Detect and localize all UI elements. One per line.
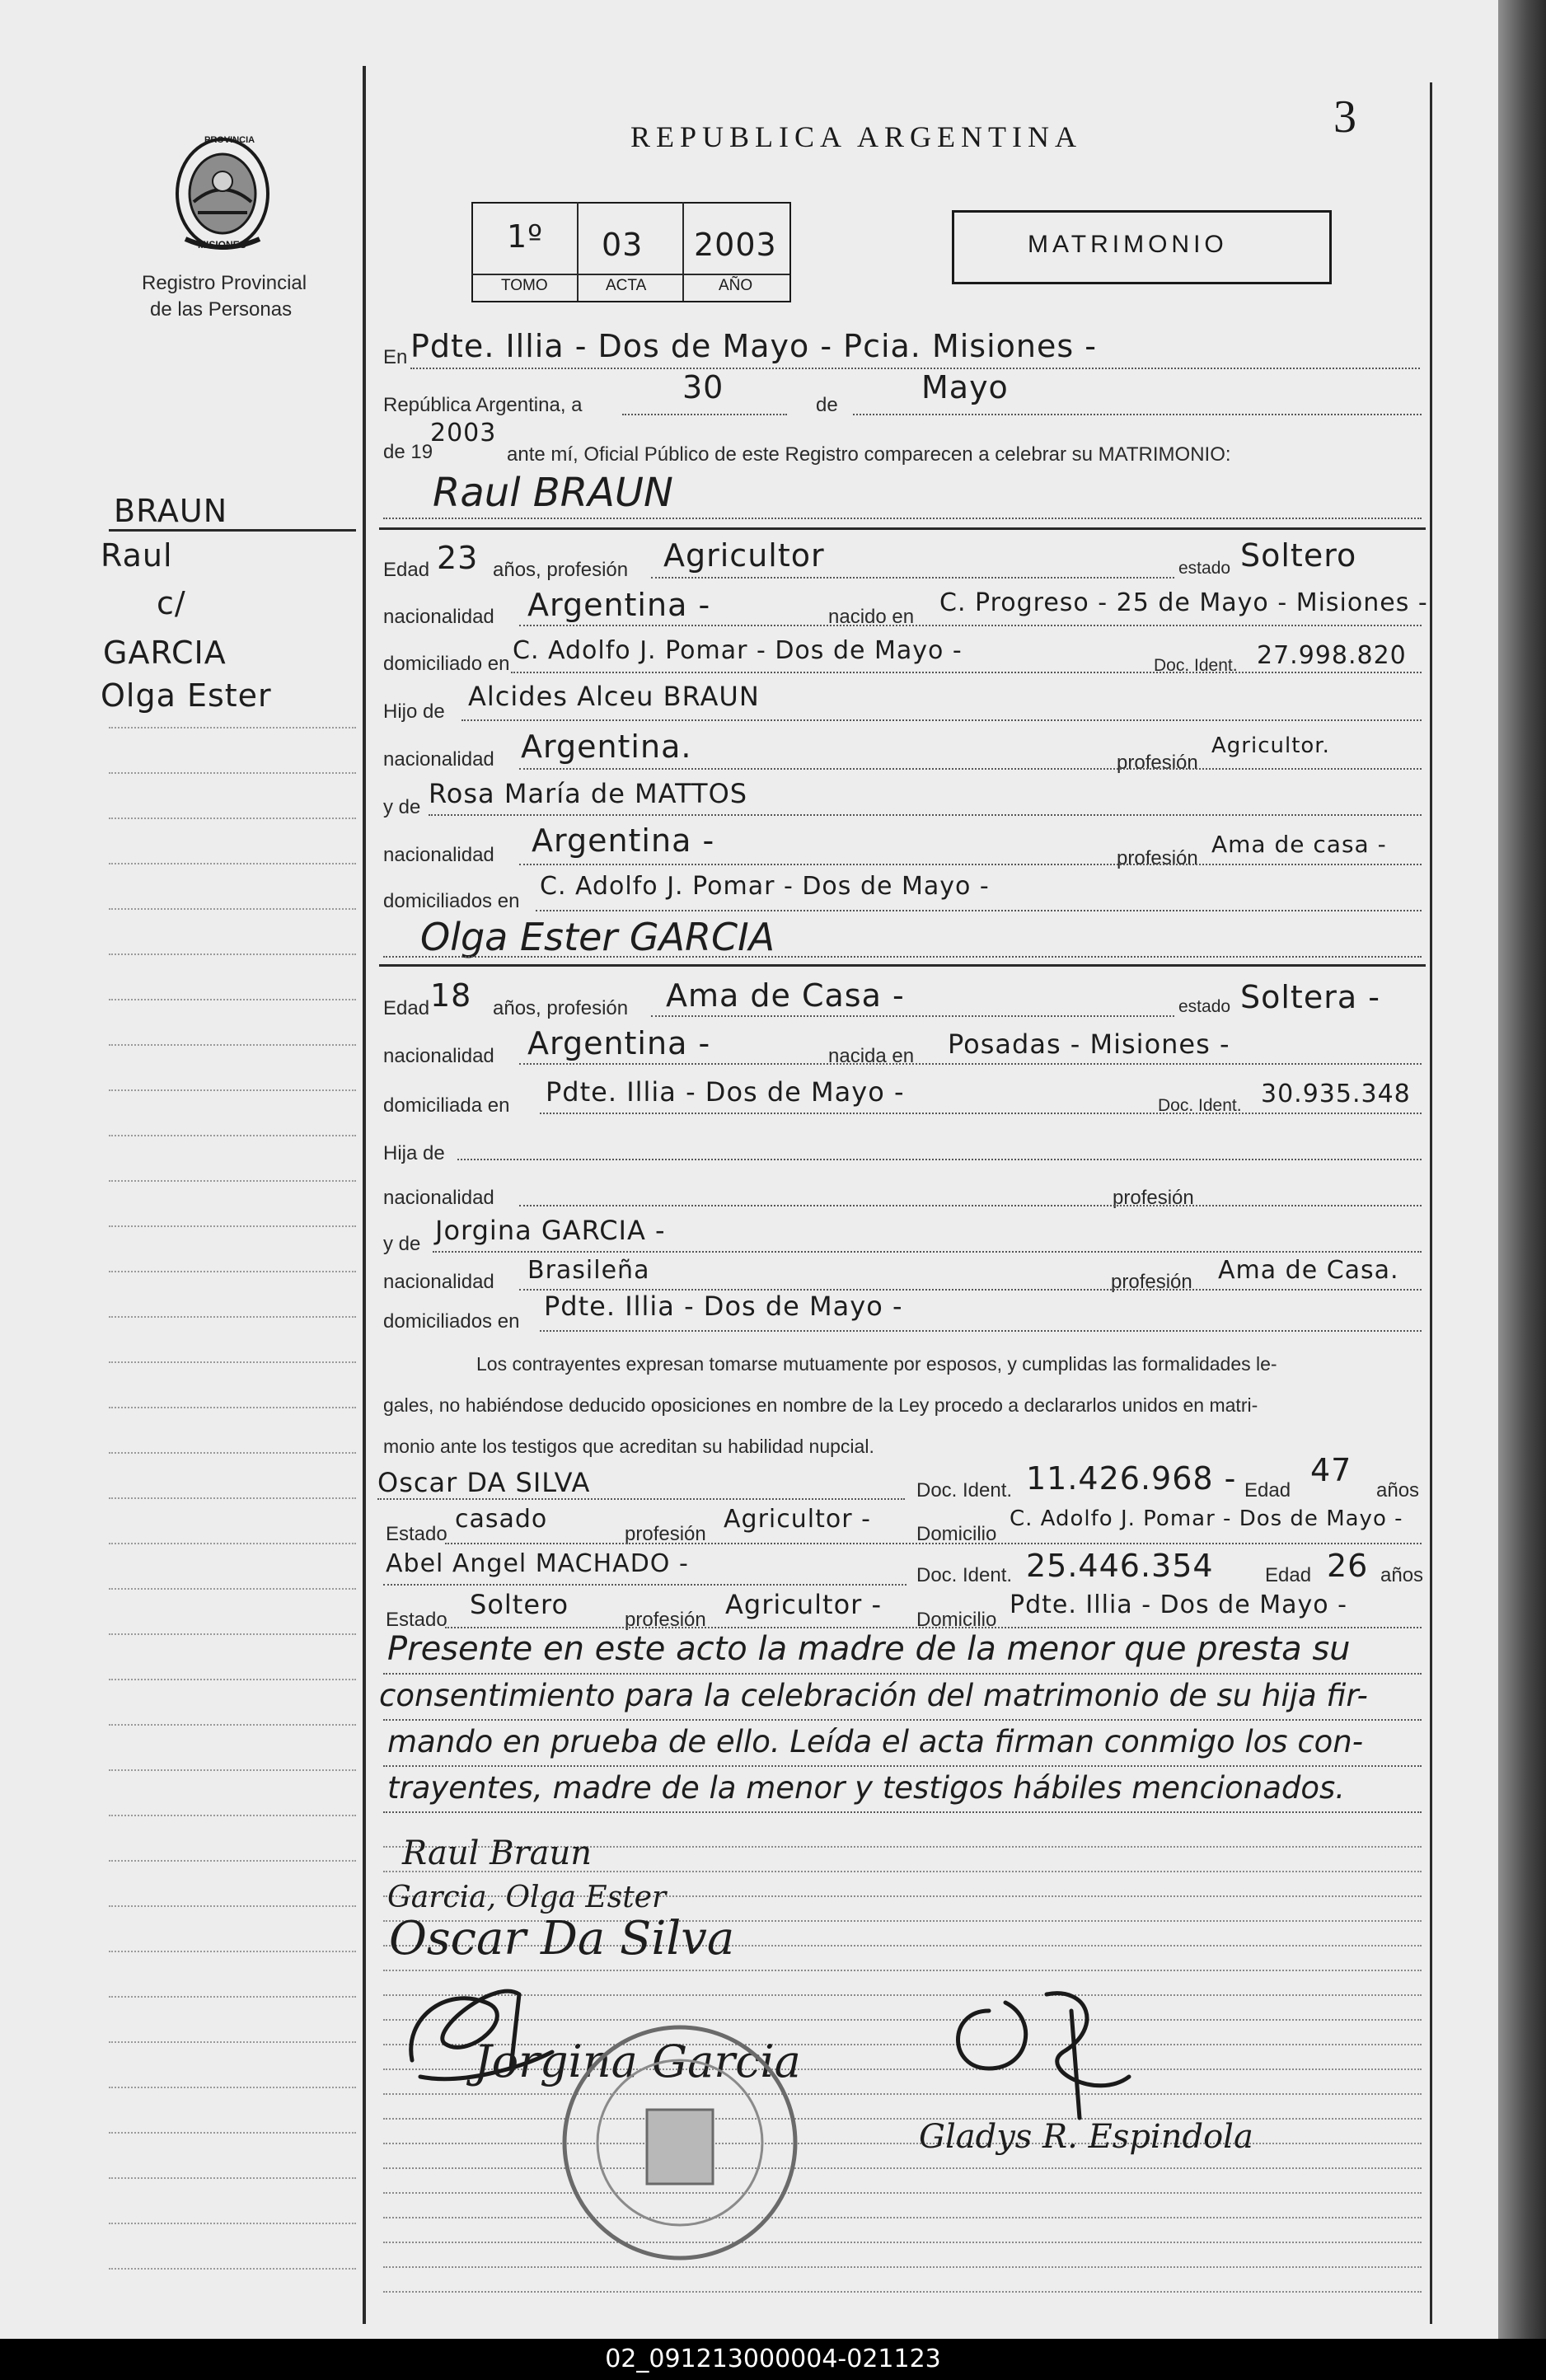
witness-2-name: Abel Angel MACHADO - xyxy=(386,1549,689,1578)
observation-line-1: Presente en este acto la madre de la menor que presta su xyxy=(387,1630,1351,1668)
groom-anos-label: años, profesión xyxy=(493,559,629,581)
groom-parents-domicile-line xyxy=(536,910,1422,911)
witness-1-anos-label: años xyxy=(1376,1479,1420,1502)
groom-domiciliado-label: domiciliado en xyxy=(383,653,510,675)
signature-oscar-da-silva: Oscar Da Silva xyxy=(389,1912,735,1965)
republica-label: República Argentina, a xyxy=(383,394,583,416)
groom-nacionalidad-label: nacionalidad xyxy=(383,606,494,628)
witness-1-profesion-label: profesión xyxy=(625,1523,706,1545)
groom-doc-label: Doc. Ident. xyxy=(1154,656,1238,675)
witness-2-name-line xyxy=(383,1584,907,1586)
groom-name-line xyxy=(383,518,1422,519)
ceremony-place: Pdte. Illia - Dos de Mayo - Pcia. Misiones - xyxy=(410,328,1097,364)
margin-ruled-line xyxy=(109,1951,356,1952)
registry-box-label-rule xyxy=(471,274,789,275)
margin-ruled-line xyxy=(109,1497,356,1499)
file-id-bar xyxy=(0,2339,1546,2380)
signature-scribble-right xyxy=(939,1978,1154,2126)
ceremony-place-line xyxy=(410,368,1420,369)
bride-father-nat-line xyxy=(519,1205,1422,1206)
groom-nationality: Argentina - xyxy=(527,587,711,623)
signature-jorgina-garcia: Jorgina Garcia xyxy=(474,2036,801,2087)
groom-age: 23 xyxy=(437,540,479,576)
witness-2-domicile: Pdte. Illia - Dos de Mayo - xyxy=(1010,1591,1347,1619)
ceremony-day: 30 xyxy=(682,369,724,405)
registry-line-1: Registro Provincial xyxy=(142,272,307,294)
bride-mother-line xyxy=(433,1251,1422,1253)
bride-birthplace: Posadas - Misiones - xyxy=(948,1028,1230,1060)
witness-1-detail-line xyxy=(445,1543,1422,1544)
bride-domiciliada-label: domiciliada en xyxy=(383,1094,510,1117)
observation-line-3: mando en prueba de ello. Leída el acta firman conmigo los con- xyxy=(387,1724,1364,1759)
bride-mother-nationality: Brasileña xyxy=(527,1256,650,1285)
margin-ruled-line xyxy=(109,1724,356,1726)
ceremony-month: Mayo xyxy=(921,369,1009,405)
bride-nationality-line xyxy=(519,1063,1422,1065)
margin-ruled-line xyxy=(109,1679,356,1680)
bride-name-line xyxy=(383,956,1422,958)
bride-estado-label: estado xyxy=(1178,997,1231,1016)
groom-y-de-label: y de xyxy=(383,796,421,818)
groom-father: Alcides Alceu BRAUN xyxy=(468,681,760,712)
bride-profession-line xyxy=(651,1015,1174,1017)
observation-line-3-rule xyxy=(383,1765,1422,1767)
margin-name-rule xyxy=(109,529,356,532)
groom-mother-prof-label: profesión xyxy=(1117,847,1198,869)
bride-anos-label: años, profesión xyxy=(493,997,629,1019)
margin-ruled-line xyxy=(109,1543,356,1544)
margin-ruled-line xyxy=(109,2132,356,2134)
witness-1-profession: Agricultor - xyxy=(724,1505,871,1534)
bride-doc: 30.935.348 xyxy=(1261,1080,1411,1108)
groom-domiciliados-label: domiciliados en xyxy=(383,890,520,912)
witness-2-profession: Agricultor - xyxy=(725,1589,883,1620)
margin-connector: c/ xyxy=(157,585,186,621)
page-number: 3 xyxy=(1333,91,1356,143)
bride-domicile-line xyxy=(540,1113,1422,1114)
signature-ruled-line xyxy=(383,2093,1422,2095)
bride-domicile: Pdte. Illia - Dos de Mayo - xyxy=(546,1076,905,1108)
margin-ruled-line xyxy=(109,727,356,729)
margin-ruled-line xyxy=(109,953,356,955)
margin-ruled-line xyxy=(109,2177,356,2179)
ceremony-year: 2003 xyxy=(430,419,497,447)
margin-ruled-line xyxy=(109,1407,356,1408)
bride-mother-profession: Ama de Casa. xyxy=(1218,1256,1399,1285)
ceremony-day-line xyxy=(622,414,787,415)
tomo-label: TOMO xyxy=(501,277,548,294)
bride-y-de-label: y de xyxy=(383,1233,421,1255)
bride-nacionalidad-label: nacionalidad xyxy=(383,1045,494,1067)
ano-label: AÑO xyxy=(719,277,753,294)
declaration-line-3: monio ante los testigos que acreditan su habilidad nupcial. xyxy=(383,1436,874,1457)
signature-ruled-line xyxy=(383,2217,1422,2218)
witness-2-detail-line xyxy=(445,1627,1422,1628)
witness-2-estado: Soltero xyxy=(470,1589,569,1620)
witness-1-name: Oscar DA SILVA xyxy=(377,1467,591,1498)
margin-ruled-line xyxy=(109,1452,356,1454)
bride-estado: Soltera - xyxy=(1240,979,1380,1015)
de-19-label: de 19 xyxy=(383,441,433,463)
observation-line-1-rule xyxy=(383,1673,1422,1675)
groom-father-nat-label: nacionalidad xyxy=(383,748,494,771)
groom-father-line xyxy=(461,719,1422,721)
margin-ruled-line xyxy=(109,1996,356,1998)
witness-2-profesion-label: profesión xyxy=(625,1609,706,1631)
groom-mother: Rosa María de MATTOS xyxy=(429,778,748,809)
bride-name: Olga Ester GARCIA xyxy=(420,915,775,959)
groom-profession: Agricultor xyxy=(663,537,825,574)
margin-ruled-line xyxy=(109,2223,356,2224)
signature-ruled-line xyxy=(383,2266,1422,2268)
bride-parents-domicile: Pdte. Illia - Dos de Mayo - xyxy=(544,1291,903,1322)
witness-1-domicile: C. Adolfo J. Pomar - Dos de Mayo - xyxy=(1010,1506,1403,1531)
margin-ruled-line xyxy=(109,2087,356,2088)
groom-father-profession: Agricultor. xyxy=(1211,733,1330,758)
bride-father-prof-label: profesión xyxy=(1113,1187,1194,1209)
signature-ruled-line xyxy=(383,2242,1422,2243)
groom-parents-domicile: C. Adolfo J. Pomar - Dos de Mayo - xyxy=(540,872,990,901)
groom-mother-line xyxy=(429,814,1422,816)
groom-domicile-line xyxy=(511,672,1422,673)
margin-ruled-line xyxy=(109,1361,356,1363)
margin-ruled-line xyxy=(109,1860,356,1862)
signature-olga-garcia: Garcia, Olga Ester xyxy=(387,1881,667,1914)
margin-surname-2: GARCIA xyxy=(103,635,227,671)
groom-estado: Soltero xyxy=(1240,537,1357,574)
margin-ruled-line xyxy=(109,1089,356,1091)
bride-parents-domicile-line xyxy=(540,1330,1422,1332)
margin-ruled-line xyxy=(109,1316,356,1318)
witness-2-edad-label: Edad xyxy=(1265,1564,1312,1586)
groom-mother-nationality: Argentina - xyxy=(532,822,715,859)
bride-father-line xyxy=(457,1159,1422,1160)
country-title: REPUBLICA ARGENTINA xyxy=(630,120,1083,153)
witness-2-domicilio-label: Domicilio xyxy=(916,1609,997,1631)
witness-2-estado-label: Estado xyxy=(386,1609,447,1631)
margin-surname: BRAUN xyxy=(114,493,228,529)
observation-line-4-rule xyxy=(383,1811,1422,1813)
file-id: 02_091213000004-021123 xyxy=(605,2345,941,2373)
signature-ruled-line xyxy=(383,2291,1422,2293)
bride-mother: Jorgina GARCIA - xyxy=(435,1215,666,1246)
witness-1-doc-label: Doc. Ident. xyxy=(916,1479,1013,1502)
acta-value: 03 xyxy=(602,227,644,263)
margin-ruled-line xyxy=(109,908,356,910)
bride-age: 18 xyxy=(430,977,472,1014)
bride-domiciliados-label: domiciliados en xyxy=(383,1310,520,1333)
de-label: de xyxy=(816,394,838,416)
groom-estado-label: estado xyxy=(1178,559,1231,578)
groom-hijo-label: Hijo de xyxy=(383,700,445,723)
signature-ruled-line xyxy=(383,2118,1422,2120)
margin-name: Raul xyxy=(101,537,173,574)
en-label: En xyxy=(383,346,408,368)
acta-label: ACTA xyxy=(606,277,647,294)
margin-ruled-line xyxy=(109,1225,356,1227)
registry-box-divider-2 xyxy=(682,202,684,301)
groom-doc: 27.998.820 xyxy=(1257,641,1407,670)
margin-ruled-line xyxy=(109,772,356,774)
groom-father-nationality: Argentina. xyxy=(521,729,692,765)
groom-father-prof-label: profesión xyxy=(1117,752,1198,774)
official-stamp xyxy=(548,2011,812,2275)
signature-ruled-line xyxy=(383,2143,1422,2144)
margin-ruled-line xyxy=(109,1180,356,1182)
signature-gladys-espindola: Gladys R. Espindola xyxy=(919,2118,1253,2156)
observation-line-2-rule xyxy=(383,1719,1422,1721)
ante-text: ante mí, Oficial Público de este Registro comparecen a celebrar su MATRIMONIO: xyxy=(507,443,1231,466)
witness-2-doc-label: Doc. Ident. xyxy=(916,1564,1013,1586)
scan-right-edge xyxy=(1498,0,1546,2339)
bride-edad-label: Edad xyxy=(383,997,430,1019)
margin-ruled-line xyxy=(109,1271,356,1272)
groom-edad-label: Edad xyxy=(383,559,430,581)
witness-1-domicilio-label: Domicilio xyxy=(916,1523,997,1545)
margin-ruled-line xyxy=(109,1905,356,1907)
margin-ruled-line xyxy=(109,1633,356,1635)
signature-raul-braun: Raul Braun xyxy=(402,1834,593,1872)
bride-section-top-rule xyxy=(379,964,1426,967)
bride-profession: Ama de Casa - xyxy=(666,977,905,1014)
provincial-seal-icon xyxy=(169,132,276,255)
bride-mother-nat-label: nacionalidad xyxy=(383,1271,494,1293)
ano-value: 2003 xyxy=(694,227,777,263)
bride-nacida-label: nacida en xyxy=(828,1045,915,1067)
bride-father-nat-label: nacionalidad xyxy=(383,1187,494,1209)
observation-line-2: consentimiento para la celebración del matrimonio de su hija fir- xyxy=(379,1678,1368,1713)
ceremony-month-line xyxy=(853,414,1422,415)
right-border xyxy=(1430,82,1432,2324)
signature-ruled-line xyxy=(383,2192,1422,2194)
margin-ruled-line xyxy=(109,1588,356,1590)
seal-text-bottom: MISIONES xyxy=(198,239,246,251)
groom-section-top-rule xyxy=(379,527,1426,530)
witness-2-doc: 25.446.354 xyxy=(1026,1548,1214,1584)
margin-ruled-line xyxy=(109,818,356,819)
bride-nationality: Argentina - xyxy=(527,1025,711,1061)
doc-type-label: MATRIMONIO xyxy=(1028,231,1228,258)
margin-ruled-line xyxy=(109,863,356,864)
witness-2-anos-label: años xyxy=(1380,1564,1424,1586)
margin-name-2: Olga Ester xyxy=(101,677,272,714)
observation-line-4: trayentes, madre de la menor y testigos hábiles mencionados. xyxy=(387,1770,1346,1806)
bride-doc-label: Doc. Ident. xyxy=(1158,1096,1242,1115)
groom-profession-line xyxy=(651,577,1174,579)
witness-2-age: 26 xyxy=(1327,1548,1369,1584)
witness-1-edad-label: Edad xyxy=(1244,1479,1291,1502)
margin-ruled-line xyxy=(109,1769,356,1771)
margin-ruled-line xyxy=(109,1135,356,1136)
signature-ruled-line xyxy=(383,2167,1422,2169)
witness-1-doc: 11.426.968 - xyxy=(1026,1460,1237,1497)
bride-mother-prof-label: profesión xyxy=(1111,1271,1192,1293)
margin-ruled-line xyxy=(109,1815,356,1816)
margin-ruled-line xyxy=(109,2041,356,2043)
witness-1-estado: casado xyxy=(455,1505,548,1534)
declaration-line-2: gales, no habiéndose deducido oposiciones en nombre de la Ley procedo a declararlos unidos en matri- xyxy=(383,1394,1258,1416)
groom-nacido-label: nacido en xyxy=(828,606,915,628)
margin-ruled-line xyxy=(109,999,356,1000)
groom-father-nat-line xyxy=(519,768,1422,770)
margin-divider xyxy=(363,66,366,2324)
groom-birthplace: C. Progreso - 25 de Mayo - Misiones - xyxy=(939,588,1428,617)
groom-domicile: C. Adolfo J. Pomar - Dos de Mayo - xyxy=(513,636,963,665)
margin-ruled-line xyxy=(109,2268,356,2270)
witness-1-estado-label: Estado xyxy=(386,1523,447,1545)
registry-box-divider-1 xyxy=(577,202,579,301)
declaration-line-1: Los contrayentes expresan tomarse mutuamente por esposos, y cumplidas las formalidades le- xyxy=(476,1353,1277,1375)
groom-mother-nat-line xyxy=(519,864,1422,865)
margin-ruled-line xyxy=(109,1044,356,1046)
witness-1-age: 47 xyxy=(1310,1452,1352,1488)
bride-hija-label: Hija de xyxy=(383,1142,445,1164)
seal-text-top: PROVINCIA xyxy=(204,135,255,145)
groom-name: Raul BRAUN xyxy=(433,470,673,516)
groom-nationality-line xyxy=(519,625,1422,626)
witness-1-name-line xyxy=(377,1498,905,1500)
registry-line-2: de las Personas xyxy=(150,298,293,321)
tomo-value: 1º xyxy=(507,218,544,255)
groom-mother-profession: Ama de casa - xyxy=(1211,831,1387,858)
groom-mother-nat-label: nacionalidad xyxy=(383,844,494,866)
